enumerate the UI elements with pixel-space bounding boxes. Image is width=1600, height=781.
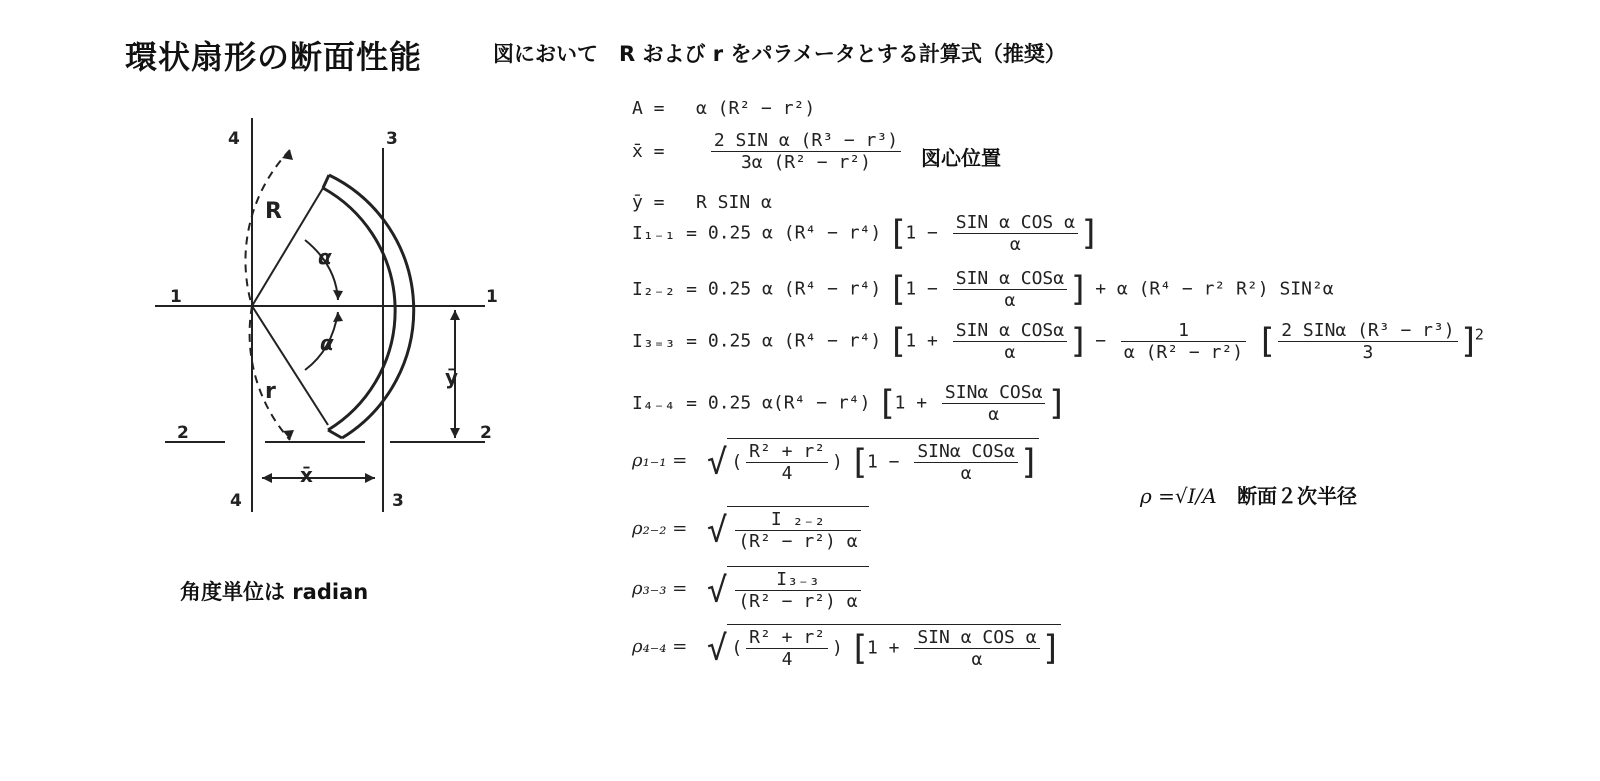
ybar-label: ȳ <box>445 365 459 389</box>
formula-area: A = α (R² − r²) <box>632 98 816 119</box>
page-title: 環状扇形の断面性能 <box>125 38 423 76</box>
axis-2-left-label: 2 <box>177 423 189 443</box>
formula-rho11: ρ₁₋₁ = √( $\frac{\text{R² + r²}}{4}$ ) [1 − $\frac{\text{SINα COSα}}{\alpha}$ ] <box>632 438 1039 484</box>
alpha-top-label: α <box>318 245 332 269</box>
centroid-note: 図心位置 <box>921 146 1001 170</box>
radius-of-gyration-label: 断面２次半径 <box>1237 484 1358 508</box>
angle-unit-note: 角度単位は radian <box>180 580 369 604</box>
axis-1-right-label: 1 <box>486 287 498 307</box>
rho-formula: ρ =√I/A <box>1140 484 1217 508</box>
formula-ybar: ȳ = R SIN α <box>632 192 772 213</box>
xbar-label: x̄ <box>300 463 313 487</box>
R-label: R <box>265 199 282 224</box>
inner-arc <box>323 188 395 430</box>
page-subtitle: 図において R および r をパラメータとする計算式（推奨） <box>493 42 1066 66</box>
radius-of-gyration-definition <box>1140 480 1357 509</box>
formula-rho44: ρ₄₋₄ = √( $\frac{\text{R² + r²}}{4}$ ) [1 + $\frac{\text{SIN α COS α}}{\alpha}$ ] <box>632 624 1061 670</box>
r-dimension-arc <box>250 306 290 440</box>
alpha-bottom-label: α <box>320 331 334 355</box>
axis-4-bottom-label: 4 <box>230 491 242 511</box>
formula-I22: I₂₋₂ = 0.25 α (R⁴ − r⁴) [1 − $\frac{\text{SIN α COSα}}{\alpha}$ ] + α (R⁴ − r² R²) SIN²α <box>632 268 1334 311</box>
formula-I44: I₄₋₄ = 0.25 α(R⁴ − r⁴) [1 + $\frac{\text{SINα COSα}}{\alpha}$ ] <box>632 382 1063 425</box>
axis-3-top-label: 3 <box>386 129 398 149</box>
annular-sector-diagram <box>150 110 520 530</box>
r-line-bottom <box>252 306 328 425</box>
axis-3-bottom-label: 3 <box>392 491 404 511</box>
formula-I11: I₁₋₁ = 0.25 α (R⁴ − r⁴) [1 − $\frac{\text{SIN α COS α}}{\alpha}$ ] <box>632 212 1096 255</box>
formula-rho33: ρ₃₋₃ = √ $\frac{\text{I₃₋₃}}{\text{(R² − r²) α}}$ <box>632 566 869 612</box>
axis-1-left-label: 1 <box>170 287 182 307</box>
axis-4-top-label: 4 <box>228 129 240 149</box>
axis-2-right-label: 2 <box>480 423 492 443</box>
formula-I33: I₃₌₃ = 0.25 α (R⁴ − r⁴) [1 + $\frac{\text{SIN α COSα}}{\alpha}$ ] − $\frac{1}{\text{α (R² − r²)}}$ [ $\frac{\text{2 SINα (R³ − r³)}}{3}$ ]$^2$ <box>632 320 1484 363</box>
r-label: r <box>265 379 276 404</box>
formula-rho22: ρ₂₋₂ = √ $\frac{\text{I ₂₋₂}}{\text{(R² − r²) α}}$ <box>632 506 869 552</box>
formula-xbar: x̄ = $\frac{\text{2 SIN α (R³ − r³)}}{\text{3α (R² − r²)}}$ <box>632 130 905 173</box>
